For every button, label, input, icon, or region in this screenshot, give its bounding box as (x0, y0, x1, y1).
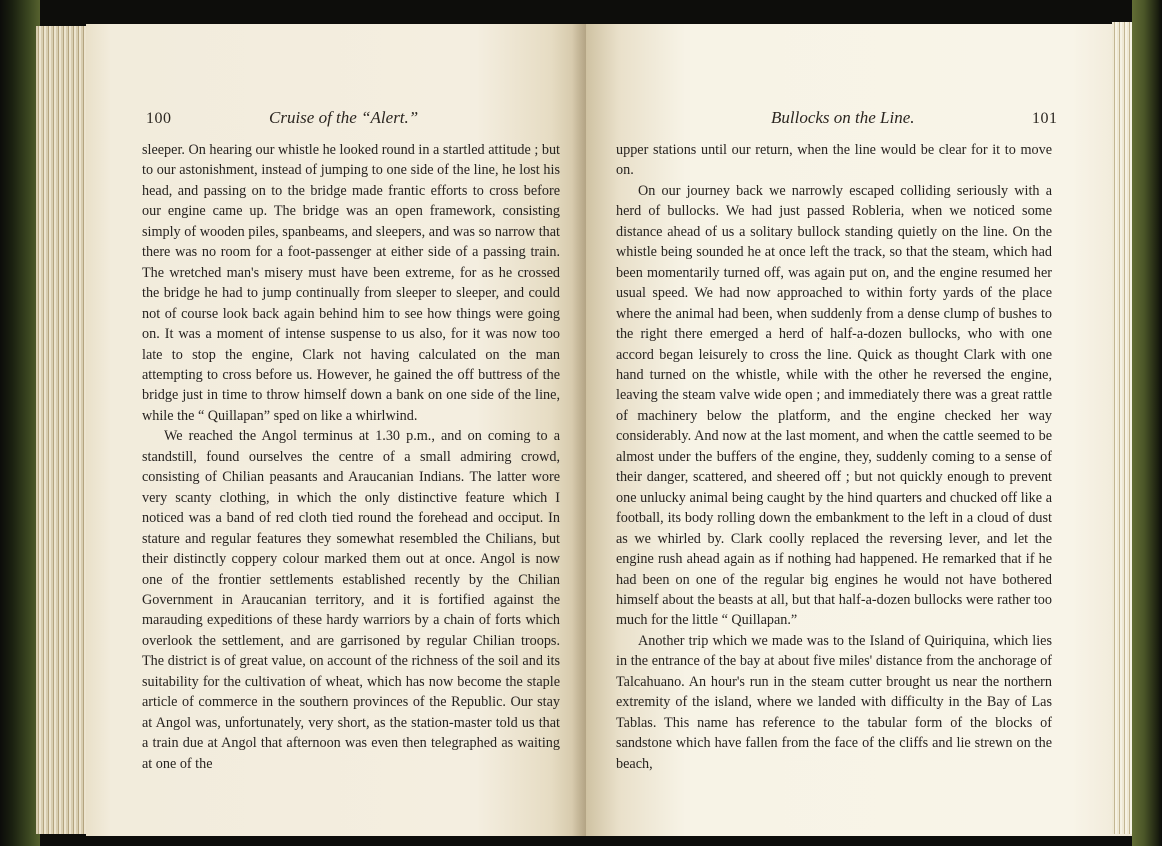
right-page-header (586, 110, 1138, 136)
book-cover-left (0, 0, 40, 846)
right-paragraph-3: Another trip which we made was to the Island of Quiriquina, which lies in the entrance of the bay at about five miles' distance from the anchorage of Talcahuano. An hour's run in the steam cutter brought us near the northern extremity of the island, where we landed with difficulty in the Bay of Las Tablas. This name has reference to the tabular form of the blocks of sandstone which have fallen from the face of the cliffs and lie strewn on the beach, (616, 632, 1052, 772)
left-page (86, 24, 586, 836)
left-page-header (86, 110, 586, 136)
right-page (586, 24, 1138, 836)
left-running-title: Cruise of the “Alert.” (269, 108, 419, 127)
left-paragraph-1: sleeper. On hearing our whistle he looked round in a startled attitude ; but to our astonishment, instead of jumping to one side of the line, he lost his head, and passing on to the bridge made frantic efforts to cross before our engine came up. The bridge was an open framework, consisting simply of wooden piles, spanbeams, and sleepers, and was so narrow that there was no room for a foot-passenger at either side of a passing train. The wretched man's misery must have been extreme, for as he crossed the bridge he had to jump continually from sleeper to sleeper, and could not of course look back again behind him to see how things were going on. It was a moment of intense suspense to us also, for it was now too late to stop the engine, Clark not having calculated on the man attempting to cross before us. However, he gained the off buttress of the bridge just in time to throw himself down a bank on one side of the line, while the “ Quillapan” sped on like a whirlwind. (142, 142, 560, 424)
right-running-title: Bullocks on the Line. (771, 108, 915, 127)
book-cover-right (1132, 0, 1162, 846)
right-paragraph-2: On our journey back we narrowly escaped colliding seriously with a herd of bullocks. We had just passed Robleria, when we noticed some distance ahead of us a solitary bullock standing quietly on the line. On the whistle being sounded he at once left the track, so that the steam, which had been momentarily turned off, was again put on, and the engine resumed her usual speed. We had now approached to within forty yards of the place where the animal had been, when suddenly from a dense clump of bushes to the right there emerged a herd of half-a-dozen bullocks, who with one accord began leisurely to cross the line. Quick as thought Clark with one hand turned on the whistle, while with the other he reversed the engine, leaving the steam valve wide open ; and immediately there was a great rattle of machinery below the platform, and the engine checked her way considerably. And now at the last moment, and when the cattle seemed to be almost under the buffers of the engine, they, suddenly coming to a sense of their danger, scattered, and sheered off ; but not quickly enough to prevent one unlucky animal being caught by the hind quarters and chucked off like a football, its body rolling down the embankment to the left in a cloud of dust as we whirled by. Clark coolly replaced the reversing lever, and let the engine rush ahead again as if nothing had happened. He remarked that if he had been on one of the regular big engines he would not have bothered himself about the beasts at all, but that half-a-dozen bullocks were rather too much for the little “ Quillapan.” (616, 182, 1052, 629)
right-page-text (616, 140, 1052, 774)
right-paragraph-1: upper stations until our return, when the line would be clear for it to move on. (616, 142, 1052, 179)
left-paragraph-2: We reached the Angol terminus at 1.30 p.m., and on coming to a standstill, found ourselves the centre of a small admiring crowd, consisting of Chilian peasants and Araucanian Indians. The latter wore very scanty clothing, in which the only distinctive feature which I noticed was a band of red cloth tied round the forehead and occiput. In stature and regular features they somewhat resembled the Chilians, but their distinctly coppery colour marked them out at once. Angol is now one of the frontier settlements established recently by the Chilian Government in Araucanian territory, and it is fortified against the marauding expeditions of these hardy warriors by a chain of forts which overlook the settlement, and are garrisoned by regular Chilian troops. The district is of great value, on account of the richness of the soil and its suitability for the cultivation of wheat, which has now become the staple article of commerce in the southern provinces of the Republic. Our stay at Angol was, unfortunately, very short, as the station-master told us that a train due at Angol that afternoon was even then telegraphed as waiting at one of the (142, 428, 560, 772)
left-page-number: 100 (146, 110, 172, 127)
right-page-number: 101 (1032, 110, 1058, 127)
left-page-text (142, 140, 560, 774)
